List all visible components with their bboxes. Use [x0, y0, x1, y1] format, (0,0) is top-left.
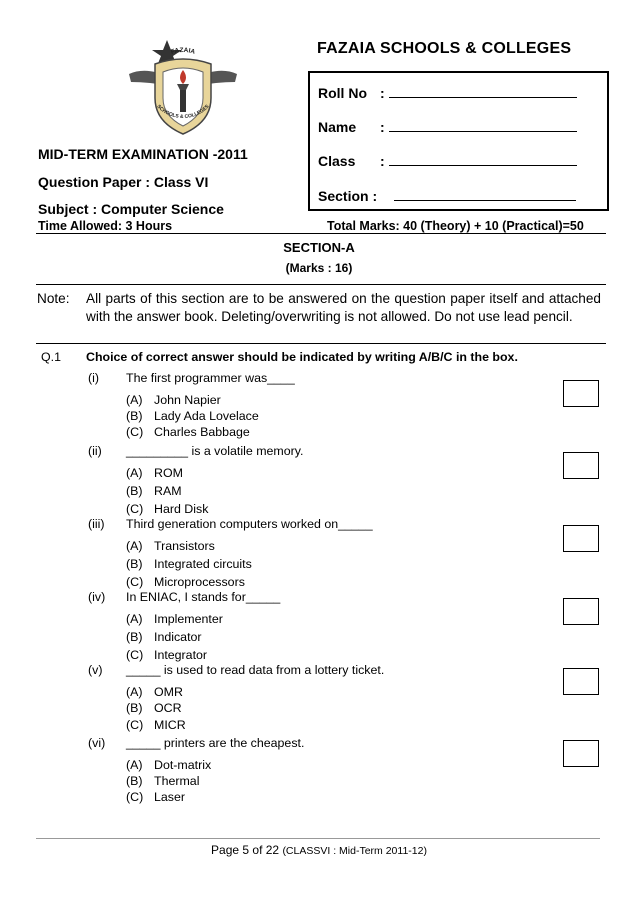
- section-marks: (Marks : 16): [285, 261, 353, 275]
- option-letter: (C): [126, 718, 144, 732]
- answer-box[interactable]: [563, 380, 599, 407]
- item-question-text: In ENIAC, I stands for_____: [126, 590, 281, 604]
- paper-class: Question Paper : Class VI: [38, 174, 209, 190]
- answer-box[interactable]: [563, 452, 599, 479]
- option-text: Integrator: [154, 648, 208, 662]
- option-letter: (B): [126, 630, 143, 644]
- option-text: Hard Disk: [154, 502, 209, 516]
- exam-title: MID-TERM EXAMINATION -2011: [38, 146, 248, 162]
- option-text: Dot-matrix: [154, 758, 212, 772]
- item-number: (vi): [88, 736, 106, 750]
- question-instruction: Choice of correct answer should be indicated by writing A/B/C in the box.: [86, 350, 518, 364]
- option-text: Integrated circuits: [154, 557, 252, 571]
- svg-text:FAZAIA: FAZAIA: [170, 46, 196, 56]
- question-number: Q.1: [41, 350, 61, 364]
- item-number: (v): [88, 663, 103, 677]
- name-label: Name: [318, 119, 357, 135]
- option-text: OCR: [154, 701, 182, 715]
- school-name: FAZAIA SCHOOLS & COLLEGES: [317, 40, 572, 57]
- option-letter: (A): [126, 685, 143, 699]
- option-letter: (B): [126, 557, 143, 571]
- answer-box[interactable]: [563, 598, 599, 625]
- footer-divider: [36, 838, 600, 839]
- option-text: Indicator: [154, 630, 202, 644]
- option-letter: (A): [126, 539, 143, 553]
- option-text: RAM: [154, 484, 182, 498]
- class-label: Class: [318, 153, 356, 169]
- section-row: [318, 188, 576, 204]
- option-text: Thermal: [154, 774, 200, 788]
- school-logo: [127, 38, 239, 138]
- item-number: (iv): [88, 590, 106, 604]
- answer-box[interactable]: [563, 740, 599, 767]
- option-letter: (B): [126, 484, 143, 498]
- item-question-text: _________ is a volatile memory.: [126, 444, 304, 458]
- item-question-text: The first programmer was____: [126, 371, 295, 385]
- answer-box[interactable]: [563, 525, 599, 552]
- option-letter: (C): [126, 648, 144, 662]
- option-letter: (A): [126, 758, 143, 772]
- student-info-box: [308, 71, 609, 211]
- option-text: MICR: [154, 718, 186, 732]
- item-number: (iii): [88, 517, 105, 531]
- name-row: Name :: [318, 119, 577, 135]
- note-text: All parts of this section are to be answered on the question paper itself and attached with the answer book. Deleting/overwriting is not allowed. Do not use lead pencil.: [86, 291, 601, 324]
- option-letter: (B): [126, 701, 143, 715]
- roll-no-field[interactable]: [389, 85, 577, 98]
- class-row: Class :: [318, 153, 577, 169]
- svg-text:SCHOOLS & COLLEGES: SCHOOLS & COLLEGES: [155, 103, 211, 121]
- page-number: Page 5 of 22: [211, 843, 280, 857]
- note-label: Note:: [37, 291, 70, 306]
- time-allowed: Time Allowed: 3 Hours: [38, 219, 173, 233]
- option-text: Charles Babbage: [154, 425, 250, 439]
- option-text: Microprocessors: [154, 575, 245, 589]
- option-text: Transistors: [154, 539, 215, 553]
- section-field[interactable]: [394, 188, 576, 201]
- section-title: SECTION-A: [283, 240, 355, 255]
- option-text: OMR: [154, 685, 183, 699]
- option-letter: (C): [126, 575, 144, 589]
- option-text: Laser: [154, 790, 185, 804]
- item-question-text: Third generation computers worked on_____: [126, 517, 373, 531]
- roll-no-row: Roll No :: [318, 85, 577, 101]
- option-letter: (B): [126, 409, 143, 423]
- option-letter: (A): [126, 393, 143, 407]
- note-top-divider: [36, 284, 606, 285]
- class-field[interactable]: [389, 153, 577, 166]
- footer-reference: (CLASSVI : Mid-Term 2011-12): [282, 845, 427, 857]
- option-letter: (A): [126, 612, 143, 626]
- header-divider: [36, 233, 606, 234]
- option-letter: (C): [126, 502, 144, 516]
- option-letter: (C): [126, 425, 144, 439]
- note-bottom-divider: [36, 343, 606, 344]
- total-marks: Total Marks: 40 (Theory) + 10 (Practical)=50: [327, 219, 584, 233]
- option-letter: (C): [126, 790, 144, 804]
- item-number: (i): [88, 371, 100, 385]
- option-text: Implementer: [154, 612, 223, 626]
- item-question-text: _____ is used to read data from a lottery ticket.: [126, 663, 385, 677]
- option-text: John Napier: [154, 393, 221, 407]
- item-number: (ii): [88, 444, 102, 458]
- option-letter: (B): [126, 774, 143, 788]
- name-field[interactable]: [389, 119, 577, 132]
- option-text: Lady Ada Lovelace: [154, 409, 259, 423]
- option-letter: (A): [126, 466, 143, 480]
- page-footer: [0, 843, 638, 857]
- roll-no-label: Roll No: [318, 85, 367, 101]
- subject: Subject : Computer Science: [38, 201, 224, 217]
- answer-box[interactable]: [563, 668, 599, 695]
- item-question-text: _____ printers are the cheapest.: [126, 736, 305, 750]
- option-text: ROM: [154, 466, 183, 480]
- section-label: Section :: [318, 188, 378, 204]
